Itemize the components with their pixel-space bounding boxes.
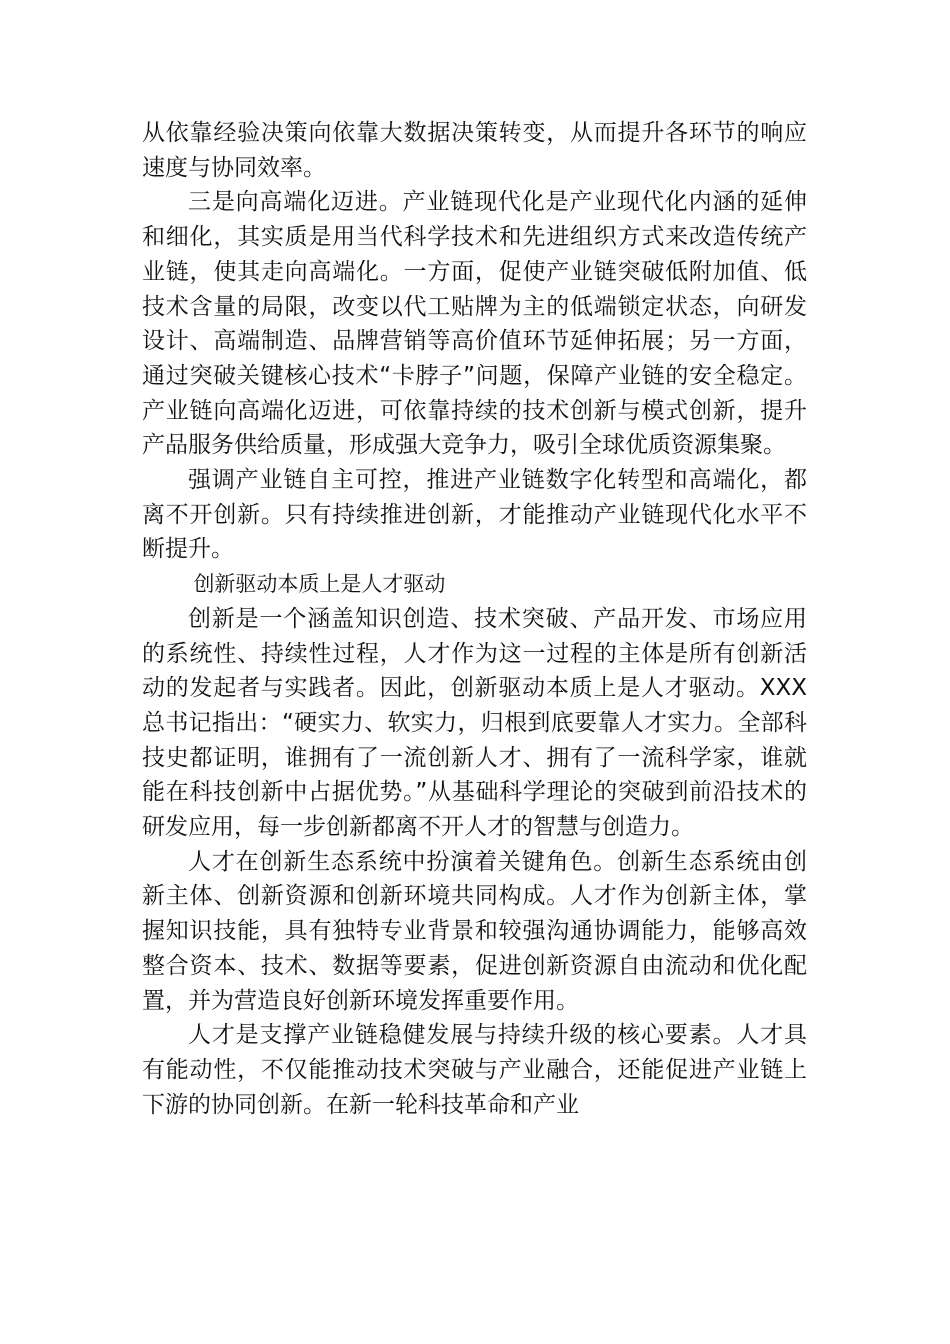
paragraph-5: 人才在创新生态系统中扮演着关键角色。创新生态系统由创新主体、创新资源和创新环境共同构成。人才作为创新主体，掌握知识技能，具有独特专业背景和较强沟通协调能力，能够高效整合资本、技术、数据等要素，促进创新资源自由流动和优化配置，并为营造良好创新环境发挥重要作用。	[142, 848, 807, 1014]
paragraph-1: 从依靠经验决策向依靠大数据决策转变，从而提升各环节的响应速度与协同效率。	[142, 120, 807, 181]
paragraph-2: 三是向高端化迈进。产业链现代化是产业现代化内涵的延伸和细化，其实质是用当代科学技术和先进组织方式来改造传统产业链，使其走向高端化。一方面，促使产业链突破低附加值、低技术含量的局限，改变以代工贴牌为主的低端锁定状态，向研发设计、高端制造、品牌营销等高价值环节延伸拓展；另一方面，通过突破关键核心技术“卡脖子”问题，保障产业链的安全稳定。产业链向高端化迈进，可依靠持续的技术创新与模式创新，提升产品服务供给质量，形成强大竞争力，吸引全球优质资源集聚。	[142, 189, 807, 459]
section-subheading: 创新驱动本质上是人才驱动	[193, 572, 446, 597]
document-page	[142, 116, 807, 1122]
paragraph-3: 强调产业链自主可控，推进产业链数字化转型和高端化，都离不开创新。只有持续推进创新，才能推动产业链现代化水平不断提升。	[142, 467, 807, 563]
paragraph-6: 人才是支撑产业链稳健发展与持续升级的核心要素。人才具有能动性，不仅能推动技术突破与产业融合，还能促进产业链上下游的协同创新。在新一轮科技革命和产业	[142, 1022, 807, 1118]
paragraph-4: 创新是一个涵盖知识创造、技术突破、产品开发、市场应用的系统性、持续性过程，人才作为这一过程的主体是所有创新活动的发起者与实践者。因此，创新驱动本质上是人才驱动。XXX总书记指出：“硬实力、软实力，归根到底要靠人才实力。全部科技史都证明，谁拥有了一流创新人才、拥有了一流科学家，谁就能在科技创新中占据优势。”从基础科学理论的突破到前沿技术的研发应用，每一步创新都离不开人才的智慧与创造力。	[142, 605, 807, 841]
